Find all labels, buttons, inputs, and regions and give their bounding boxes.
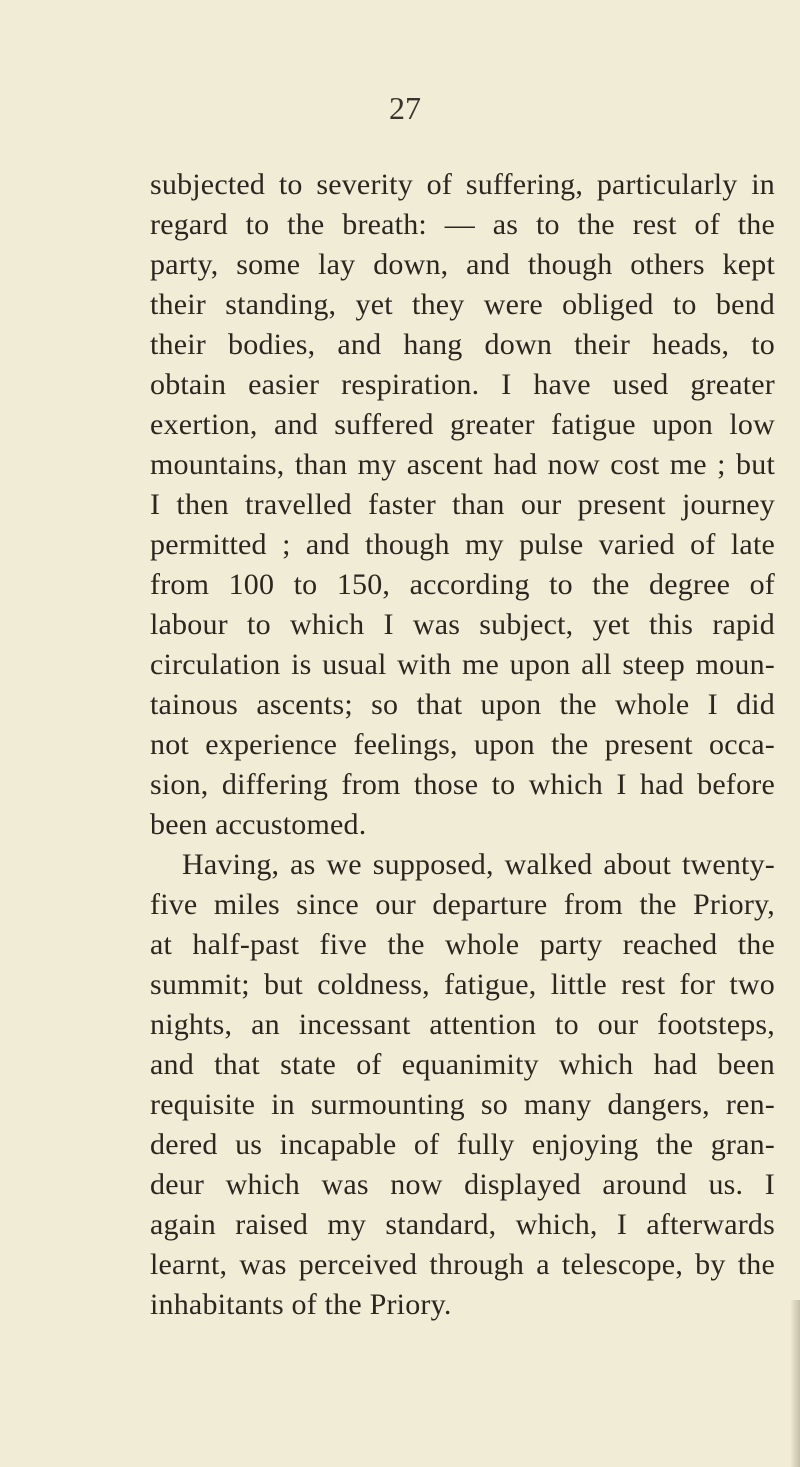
- text-line: requisite in surmounting so many dangers, ren-: [150, 1088, 775, 1121]
- paragraph-start-line: Having, as we supposed, walked about twenty-: [182, 848, 775, 881]
- text-line: not experience feelings, upon the present occa-: [150, 728, 775, 761]
- text-line: and that state of equanimity which had been: [150, 1048, 775, 1081]
- text-line: again raised my standard, which, I afterwards: [150, 1208, 775, 1241]
- text-line: deur which was now displayed around us. I: [150, 1168, 775, 1201]
- page-number: 27: [389, 90, 421, 126]
- page-edge-shadow: [790, 1300, 800, 1467]
- paragraph-end-line: been accustomed.: [150, 808, 367, 841]
- text-line: labour to which I was subject, yet this rapid: [150, 608, 775, 641]
- paragraph-end-line: inhabitants of the Priory.: [150, 1288, 452, 1321]
- text-line: subjected to severity of suffering, particularly in: [150, 168, 775, 201]
- text-line: permitted ; and though my pulse varied of late: [150, 528, 775, 561]
- text-line: dered us incapable of fully enjoying the gran-: [150, 1128, 775, 1161]
- text-line: learnt, was perceived through a telescope, by the: [150, 1248, 775, 1281]
- body-text: [150, 165, 775, 1325]
- text-line: obtain easier respiration. I have used greater: [150, 368, 775, 401]
- text-line: circulation is usual with me upon all steep moun-: [150, 648, 775, 681]
- text-line: party, some lay down, and though others kept: [150, 248, 775, 281]
- text-line: exertion, and suffered greater fatigue upon low: [150, 408, 775, 441]
- text-line: nights, an incessant attention to our footsteps,: [150, 1008, 775, 1041]
- text-line: five miles since our departure from the Priory,: [150, 888, 775, 921]
- text-line: I then travelled faster than our present journey: [150, 488, 775, 521]
- text-line: regard to the breath: — as to the rest of the: [150, 208, 775, 241]
- text-line: their standing, yet they were obliged to bend: [150, 288, 775, 321]
- text-line: tainous ascents; so that upon the whole I did: [150, 688, 775, 721]
- text-line: their bodies, and hang down their heads, to: [150, 328, 775, 361]
- text-line: sion, differing from those to which I had before: [150, 768, 775, 801]
- text-line: mountains, than my ascent had now cost me ; but: [150, 448, 775, 481]
- text-line: summit; but coldness, fatigue, little rest for two: [150, 968, 775, 1001]
- text-line: from 100 to 150, according to the degree of: [150, 568, 775, 601]
- text-line: at half-past five the whole party reached the: [150, 928, 775, 961]
